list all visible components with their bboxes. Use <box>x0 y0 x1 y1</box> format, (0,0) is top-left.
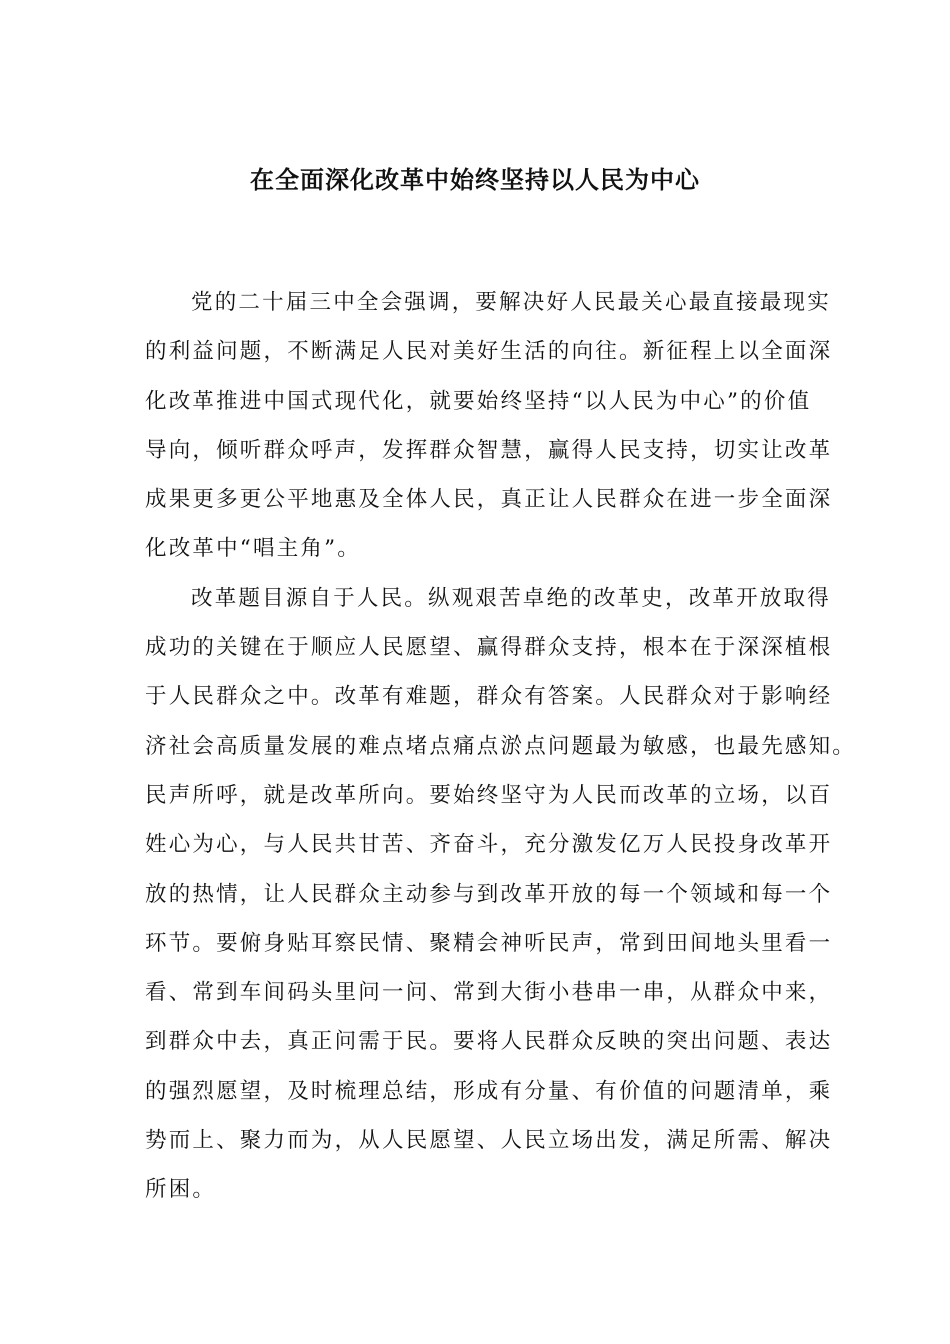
body-line: 的强烈愿望，及时梳理总结，形成有分量、有价值的问题清单，乘 <box>145 1078 833 1104</box>
body-line: 看、常到车间码头里问一问、常到大街小巷串一串，从群众中来， <box>145 980 833 1006</box>
body-line: 的利益问题，不断满足人民对美好生活的向往。新征程上以全面深 <box>145 339 833 365</box>
body-line: 到群众中去，真正问需于民。要将人民群众反映的突出问题、表达 <box>145 1029 833 1055</box>
body-line: 放的热情，让人民群众主动参与到改革开放的每一个领域和每一个 <box>145 881 833 907</box>
body-line: 势而上、聚力而为，从人民愿望、人民立场出发，满足所需、解决 <box>145 1128 833 1154</box>
body-line: 改革题目源自于人民。纵观艰苦卓绝的改革史，改革开放取得 <box>191 585 831 611</box>
body-line: 党的二十届三中全会强调，要解决好人民最关心最直接最现实 <box>191 290 831 315</box>
body-line: 济社会高质量发展的难点堵点痛点淤点问题最为敏感，也最先感知。 <box>145 733 857 759</box>
body-line: 民声所呼，就是改革所向。要始终坚守为人民而改革的立场，以百 <box>145 782 833 808</box>
document-title: 在全面深化改革中始终坚持以人民为中心 <box>250 166 700 194</box>
document-body <box>145 278 857 1215</box>
body-line: 环节。要俯身贴耳察民情、聚精会神听民声，常到田间地头里看一 <box>145 930 833 956</box>
body-line: 姓心为心，与人民共甘苦、齐奋斗，充分激发亿万人民投身改革开 <box>145 832 833 858</box>
body-line: 导向，倾听群众呼声，发挥群众智慧，赢得人民支持，切实让改革 <box>145 437 833 463</box>
body-line: 成果更多更公平地惠及全体人民，真正让人民群众在进一步全面深 <box>145 487 833 513</box>
body-line: 化改革中“唱主角”。 <box>145 536 361 562</box>
body-line: 成功的关键在于顺应人民愿望、赢得群众支持，根本在于深深植根 <box>145 635 833 661</box>
body-line: 所困。 <box>145 1177 217 1203</box>
body-line: 于人民群众之中。改革有难题，群众有答案。人民群众对于影响经 <box>145 684 833 710</box>
body-line: 化改革推进中国式现代化，就要始终坚持“以人民为中心”的价值 <box>145 388 812 414</box>
